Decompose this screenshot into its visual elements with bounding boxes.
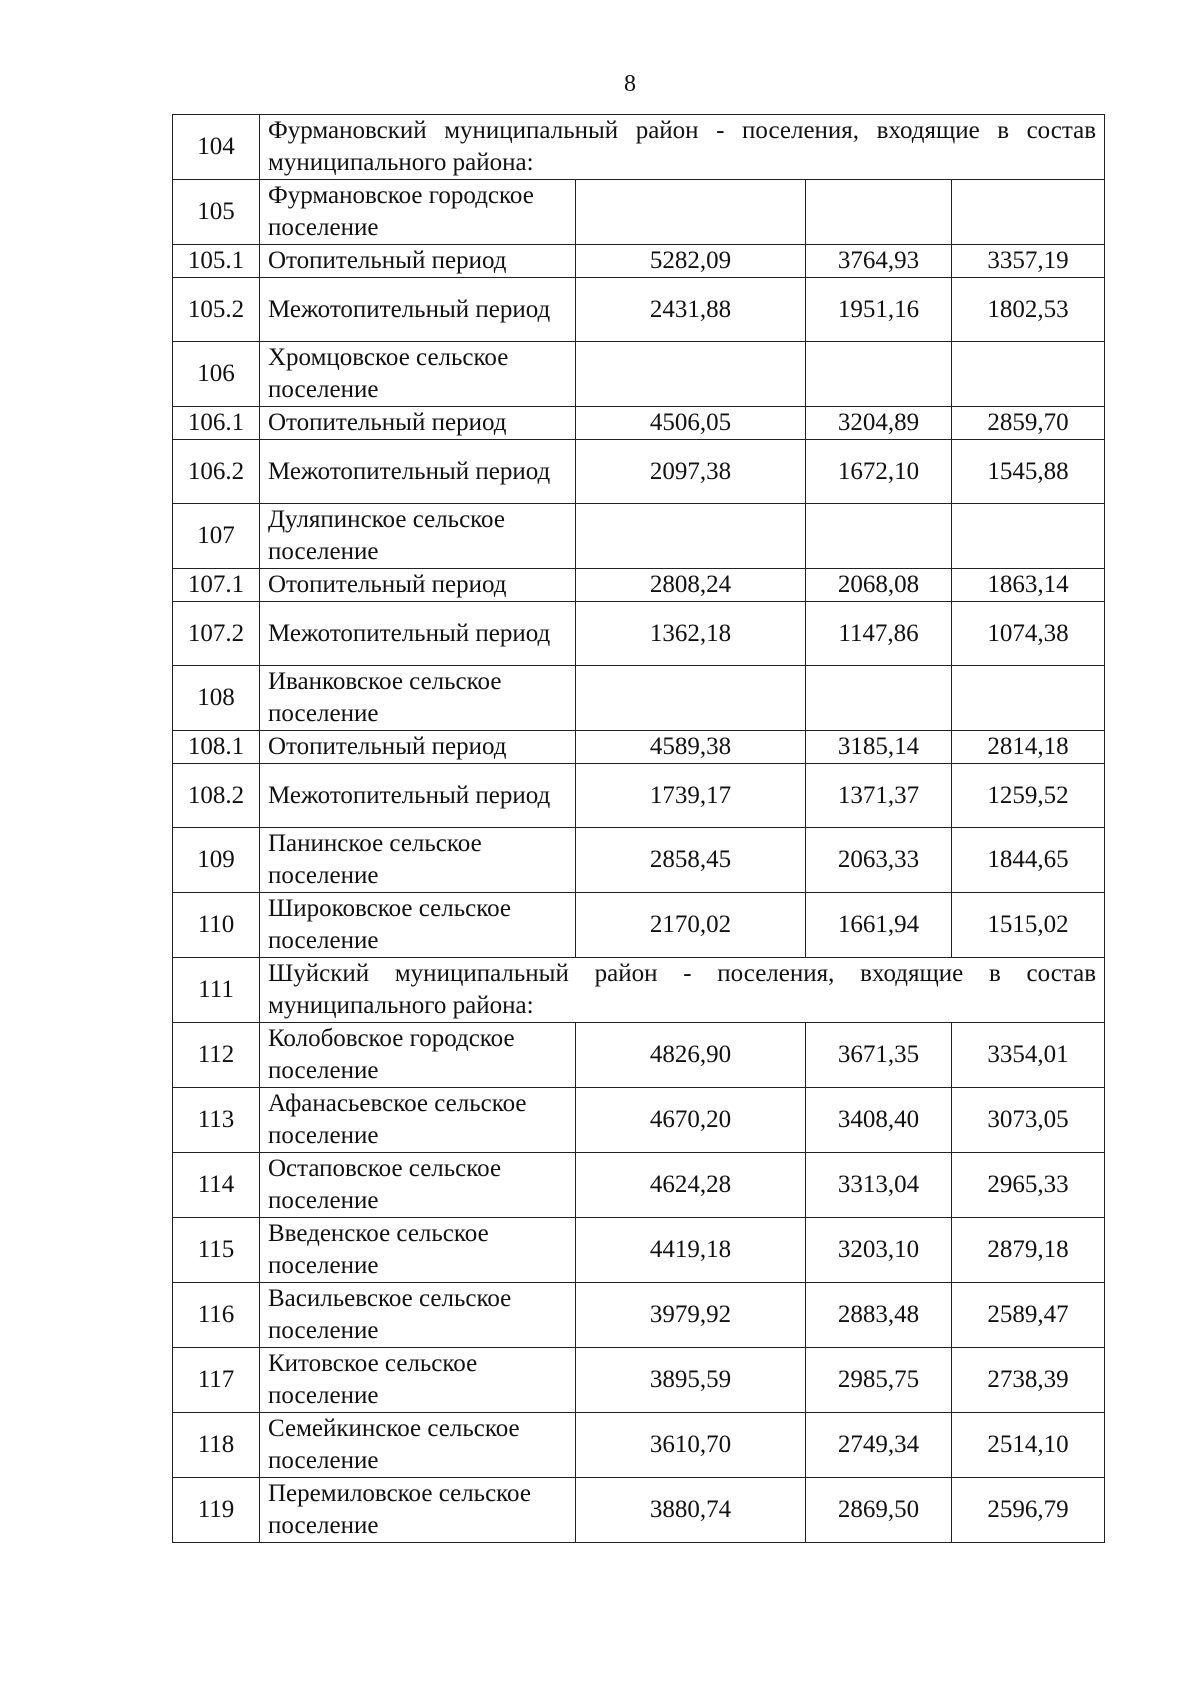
- settlement-name-cell: Афанасьевское сельское поселение: [260, 1088, 576, 1153]
- value-cell-1: 4624,28: [576, 1153, 806, 1218]
- value-cell-3: 1863,14: [952, 569, 1105, 602]
- value-cell-1: 3880,74: [576, 1478, 806, 1543]
- settlement-name-cell: Широковское сельское поселение: [260, 893, 576, 958]
- table-row: [173, 1478, 1105, 1543]
- row-number-cell: 111: [173, 958, 260, 1023]
- value-cell-3: 1259,52: [952, 764, 1105, 828]
- row-number-cell: 112: [173, 1023, 260, 1088]
- value-cell-1: [576, 180, 806, 245]
- table-row: [173, 1218, 1105, 1283]
- value-cell-2: [806, 666, 952, 731]
- value-cell-2: 1661,94: [806, 893, 952, 958]
- value-cell-2: 3203,10: [806, 1218, 952, 1283]
- value-cell-3: 2589,47: [952, 1283, 1105, 1348]
- value-cell-3: 2965,33: [952, 1153, 1105, 1218]
- settlement-name-cell: Китовское сельское поселение: [260, 1348, 576, 1413]
- value-cell-3: 1545,88: [952, 440, 1105, 504]
- table-row: [173, 764, 1105, 828]
- row-number-cell: 114: [173, 1153, 260, 1218]
- table-row: [173, 893, 1105, 958]
- value-cell-2: 1371,37: [806, 764, 952, 828]
- value-cell-1: 4670,20: [576, 1088, 806, 1153]
- table-row: [173, 245, 1105, 278]
- table-row: [173, 1348, 1105, 1413]
- row-number-cell: 115: [173, 1218, 260, 1283]
- row-number-cell: 104: [173, 115, 260, 180]
- value-cell-1: 2858,45: [576, 828, 806, 893]
- value-cell-2: 3408,40: [806, 1088, 952, 1153]
- row-number-cell: 107.2: [173, 602, 260, 666]
- value-cell-1: 4589,38: [576, 731, 806, 764]
- settlement-name-cell: Иванковское сельское поселение: [260, 666, 576, 731]
- section-row: [173, 115, 1105, 180]
- tariff-table: [172, 114, 1105, 1543]
- value-cell-3: [952, 342, 1105, 407]
- table-row: [173, 569, 1105, 602]
- value-cell-1: 3610,70: [576, 1413, 806, 1478]
- value-cell-2: 1147,86: [806, 602, 952, 666]
- table-row: [173, 731, 1105, 764]
- row-number-cell: 106.2: [173, 440, 260, 504]
- value-cell-1: 2097,38: [576, 440, 806, 504]
- value-cell-2: 2869,50: [806, 1478, 952, 1543]
- settlement-name-cell: Отопительный период: [260, 245, 576, 278]
- value-cell-2: 3764,93: [806, 245, 952, 278]
- value-cell-1: 3979,92: [576, 1283, 806, 1348]
- settlement-name-cell: Семейкинское сельское поселение: [260, 1413, 576, 1478]
- table-row: [173, 1283, 1105, 1348]
- value-cell-3: 2738,39: [952, 1348, 1105, 1413]
- row-number-cell: 105.2: [173, 278, 260, 342]
- settlement-name-cell: Отопительный период: [260, 407, 576, 440]
- section-row: [173, 958, 1105, 1023]
- value-cell-3: 2814,18: [952, 731, 1105, 764]
- value-cell-1: 2431,88: [576, 278, 806, 342]
- table-row: [173, 1088, 1105, 1153]
- value-cell-3: 1515,02: [952, 893, 1105, 958]
- table-row: [173, 342, 1105, 407]
- settlement-name-cell: Васильевское сельское поселение: [260, 1283, 576, 1348]
- value-cell-1: [576, 504, 806, 569]
- row-number-cell: 118: [173, 1413, 260, 1478]
- table-row: [173, 666, 1105, 731]
- row-number-cell: 109: [173, 828, 260, 893]
- value-cell-1: 4826,90: [576, 1023, 806, 1088]
- value-cell-3: 1074,38: [952, 602, 1105, 666]
- value-cell-1: [576, 666, 806, 731]
- settlement-name-cell: Колобовское городское поселение: [260, 1023, 576, 1088]
- value-cell-3: 2859,70: [952, 407, 1105, 440]
- row-number-cell: 107: [173, 504, 260, 569]
- settlement-name-cell: Дуляпинское сельское поселение: [260, 504, 576, 569]
- value-cell-2: [806, 342, 952, 407]
- value-cell-3: 3354,01: [952, 1023, 1105, 1088]
- value-cell-1: 4419,18: [576, 1218, 806, 1283]
- value-cell-3: 1802,53: [952, 278, 1105, 342]
- value-cell-2: [806, 504, 952, 569]
- table-row: [173, 504, 1105, 569]
- row-number-cell: 105.1: [173, 245, 260, 278]
- row-number-cell: 106: [173, 342, 260, 407]
- value-cell-3: 2879,18: [952, 1218, 1105, 1283]
- value-cell-2: [806, 180, 952, 245]
- settlement-name-cell: Введенское сельское поселение: [260, 1218, 576, 1283]
- value-cell-2: 1672,10: [806, 440, 952, 504]
- table-row: [173, 180, 1105, 245]
- value-cell-2: 2883,48: [806, 1283, 952, 1348]
- value-cell-1: 2170,02: [576, 893, 806, 958]
- table-row: [173, 1153, 1105, 1218]
- value-cell-1: [576, 342, 806, 407]
- row-number-cell: 119: [173, 1478, 260, 1543]
- value-cell-1: 3895,59: [576, 1348, 806, 1413]
- settlement-name-cell: Межотопительный период: [260, 764, 576, 828]
- row-number-cell: 108.2: [173, 764, 260, 828]
- table-row: [173, 1023, 1105, 1088]
- value-cell-2: 2068,08: [806, 569, 952, 602]
- value-cell-3: 1844,65: [952, 828, 1105, 893]
- value-cell-3: 2514,10: [952, 1413, 1105, 1478]
- value-cell-2: 3671,35: [806, 1023, 952, 1088]
- row-number-cell: 108: [173, 666, 260, 731]
- value-cell-1: 4506,05: [576, 407, 806, 440]
- table-row: [173, 440, 1105, 504]
- value-cell-2: 3204,89: [806, 407, 952, 440]
- row-number-cell: 116: [173, 1283, 260, 1348]
- value-cell-2: 2749,34: [806, 1413, 952, 1478]
- value-cell-2: 2063,33: [806, 828, 952, 893]
- value-cell-2: 1951,16: [806, 278, 952, 342]
- table-row: [173, 1413, 1105, 1478]
- value-cell-3: 3357,19: [952, 245, 1105, 278]
- settlement-name-cell: Межотопительный период: [260, 602, 576, 666]
- settlement-name-cell: Перемиловское сельское поселение: [260, 1478, 576, 1543]
- settlement-name-cell: Панинское сельское поселение: [260, 828, 576, 893]
- table-row: [173, 407, 1105, 440]
- row-number-cell: 117: [173, 1348, 260, 1413]
- value-cell-2: 2985,75: [806, 1348, 952, 1413]
- settlement-name-cell: Хромцовское сельское поселение: [260, 342, 576, 407]
- settlement-name-cell: Отопительный период: [260, 731, 576, 764]
- table-row: [173, 602, 1105, 666]
- row-number-cell: 106.1: [173, 407, 260, 440]
- value-cell-1: 5282,09: [576, 245, 806, 278]
- row-number-cell: 110: [173, 893, 260, 958]
- value-cell-1: 1362,18: [576, 602, 806, 666]
- settlement-name-cell: Межотопительный период: [260, 278, 576, 342]
- row-number-cell: 105: [173, 180, 260, 245]
- value-cell-3: [952, 504, 1105, 569]
- value-cell-3: [952, 666, 1105, 731]
- value-cell-2: 3185,14: [806, 731, 952, 764]
- settlement-name-cell: Остаповское сельское поселение: [260, 1153, 576, 1218]
- settlement-name-cell: Фурмановское городское поселение: [260, 180, 576, 245]
- value-cell-1: 2808,24: [576, 569, 806, 602]
- row-number-cell: 107.1: [173, 569, 260, 602]
- table-row: [173, 278, 1105, 342]
- value-cell-3: 3073,05: [952, 1088, 1105, 1153]
- section-title-cell: Фурмановский муниципальный район - поселения, входящие в состав муниципального района:: [260, 115, 1105, 180]
- page-number: 8: [624, 71, 636, 97]
- table-body: [173, 115, 1105, 1543]
- row-number-cell: 113: [173, 1088, 260, 1153]
- value-cell-3: 2596,79: [952, 1478, 1105, 1543]
- settlement-name-cell: Межотопительный период: [260, 440, 576, 504]
- section-title-cell: Шуйский муниципальный район - поселения, входящие в состав муниципального района:: [260, 958, 1105, 1023]
- value-cell-1: 1739,17: [576, 764, 806, 828]
- value-cell-2: 3313,04: [806, 1153, 952, 1218]
- settlement-name-cell: Отопительный период: [260, 569, 576, 602]
- table-row: [173, 828, 1105, 893]
- value-cell-3: [952, 180, 1105, 245]
- row-number-cell: 108.1: [173, 731, 260, 764]
